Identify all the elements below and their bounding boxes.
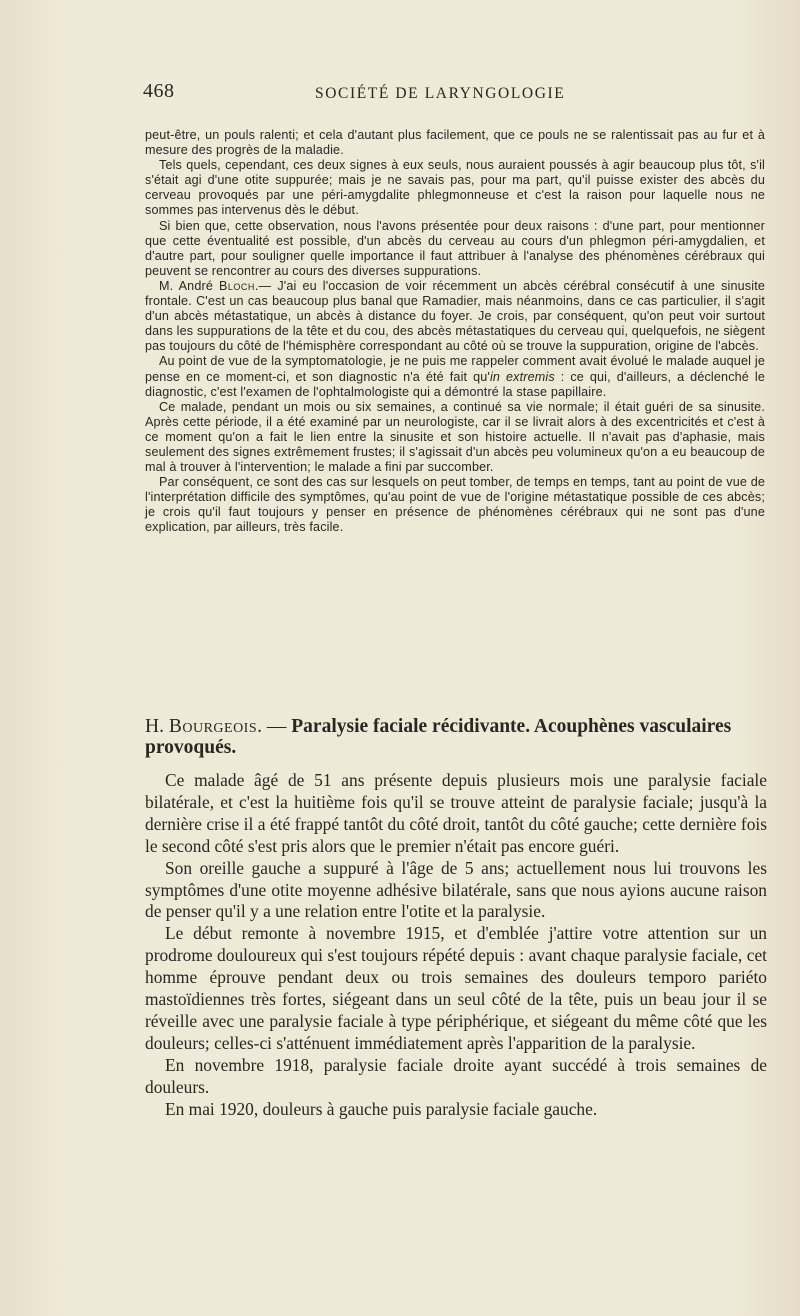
page-number: 468 [143,80,175,102]
bloch-paragraph [145,279,765,354]
running-title: SOCIÉTÉ DE LARYNGOLOGIE [315,85,566,102]
page-header [143,80,763,110]
paragraph: En novembre 1918, paralysie faciale droite ayant succédé à trois semaines de douleurs. [145,1054,767,1097]
text-run: Au point de vue de la symptomatologie, je ne puis me rappeler comment avait évolué le malade auquel je pense en ce moment-ci, et son diagnostic n'a été fait qu' [145,354,765,384]
paragraph: En mai 1920, douleurs à gauche puis paralysie faciale gauche. [165,1098,598,1119]
discussion-text [145,128,765,536]
paragraph: peut-être, un pouls ralenti; et cela d'autant plus facilement, que ce pouls ne se ralentissait pas au fur et à mesure des progrès de la maladie. [145,128,765,158]
author-initial: H. [145,716,169,737]
paragraph: Si bien que, cette observation, nous l'avons présentée pour deux raisons : d'une part, pour mentionner que cette éventualité est possible, d'un abcès du cerveau au cours d'un phlegmon péri-amygdalien, et d'autre part, pour souligner quelle importance il faut attribuer à l'analyse des phénomènes cérébraux qui peuvent se rencontrer au cours des diverses suppurations. [145,218,765,278]
paragraph: Tels quels, cependant, ces deux signes à eux seuls, nous auraient poussés à agir beaucoup plus tôt, s'il s'était agi d'une otite suppurée; mais je ne savais pas, pour ma part, qu'il puisse exister des abcès du cerveau provoqués par une péri-amygdalite phlegmonneuse et c'est la raison pour laquelle nous ne sommes pas intervenus dès le début. [145,158,765,218]
paragraph: Par conséquent, ce sont des cas sur lesquels on peut tomber, de temps en temps, tant au point de vue de l'interprétation difficile des symptômes, qu'au point de vue de l'origine métastatique possible de ces abcès; je crois qu'il faut toujours y penser en présence de phénomènes cérébraux qui ne sont pas d'une explication, par ailleurs, très facile. [145,475,765,535]
speaker-prefix: M. André [159,278,219,293]
section-heading [145,716,767,758]
speaker-dash: .— [254,278,278,293]
paragraph: Ce malade, pendant un mois ou six semaines, a continué sa vie normale; il était guéri de sa sinusite. Après cette période, il a été examiné par un neurologiste, car il se livrait alors à des excentricités et c'est à ce moment qu'on a fait le lien entre la sinusite et son histoire actuelle. Il n'avait pas d'aphasie, mais seulement des signes extrêmement frustes; il s'agissait d'un abcès peu volumineux qu'on a eu beaucoup de mal à trouver à l'intervention; le malade a fini par succomber. [145,399,765,475]
paragraph: Son oreille gauche a suppuré à l'âge de 5 ans; actuellement nous lui trouvons les symptômes d'une otite moyenne adhésive bilatérale, sans que nous ayions aucune raison de penser qu'il y a une relation entre l'otite et la paralysie. [145,857,767,922]
speaker-text: J'ai eu l'occasion de voir récemment un abcès cérébral consécutif à une sinusite frontale. C'est un cas beaucoup plus banal que Ramadier, mais néanmoins, dans ce cas particulier, il s'agit d'un abcès métastatique, un abcès à distance du foyer. Je crois, par conséquent, qu'on peut voir surtout dans les suppurations de la tête et du cou, des abcès métastatiques du cerveau qui, quelquefois, ne siègent pas toujours du côté de l'hémisphère correspondant au côté où se trouve la suppuration, origine de l'abcès. [145,278,766,354]
paragraph: Le début remonte à novembre 1915, et d'emblée j'attire votre attention sur un prodrome douloureux qui s'est toujours répété depuis : avant chaque paralysie faciale, cet homme éprouve pendant deux ou trois semaines des douleurs temporo pariéto mastoïdiennes très fortes, siégeant dans un seul côté de la tête, puis un beau jour il se réveille avec une paralysie faciale à type périphérique, et siégeant du même côté que les douleurs; celles-ci s'atténuent immédiatement après l'apparition de la paralysie. [145,923,767,1053]
paragraph [145,354,765,399]
section-title-text: Paralysie faciale récidivante. Acouphènes vasculaires provoqués. [145,716,732,758]
author-name: Bourgeois [168,716,258,737]
paragraph: Ce malade âgé de 51 ans présente depuis plusieurs mois une paralysie faciale bilatérale, et c'est la huitième fois qu'il se trouve atteint de paralysie faciale; jusqu'à la dernière crise il a été frappé tantôt du côté droit, tantôt du côté gauche; cette dernière fois le second côté s'est pris alors que le premier n'était pas encore guéri. [145,770,767,856]
speaker-name: Bloch [219,278,255,293]
case-text [145,770,767,1121]
text-run: : ce qui, d'ailleurs, a déclenché le diagnostic, c'est l'examen de l'ophtalmologiste qui a démontré la stase papillaire. [145,369,765,399]
italic-phrase: in extremis [489,369,555,384]
heading-dash: . — [257,716,292,737]
